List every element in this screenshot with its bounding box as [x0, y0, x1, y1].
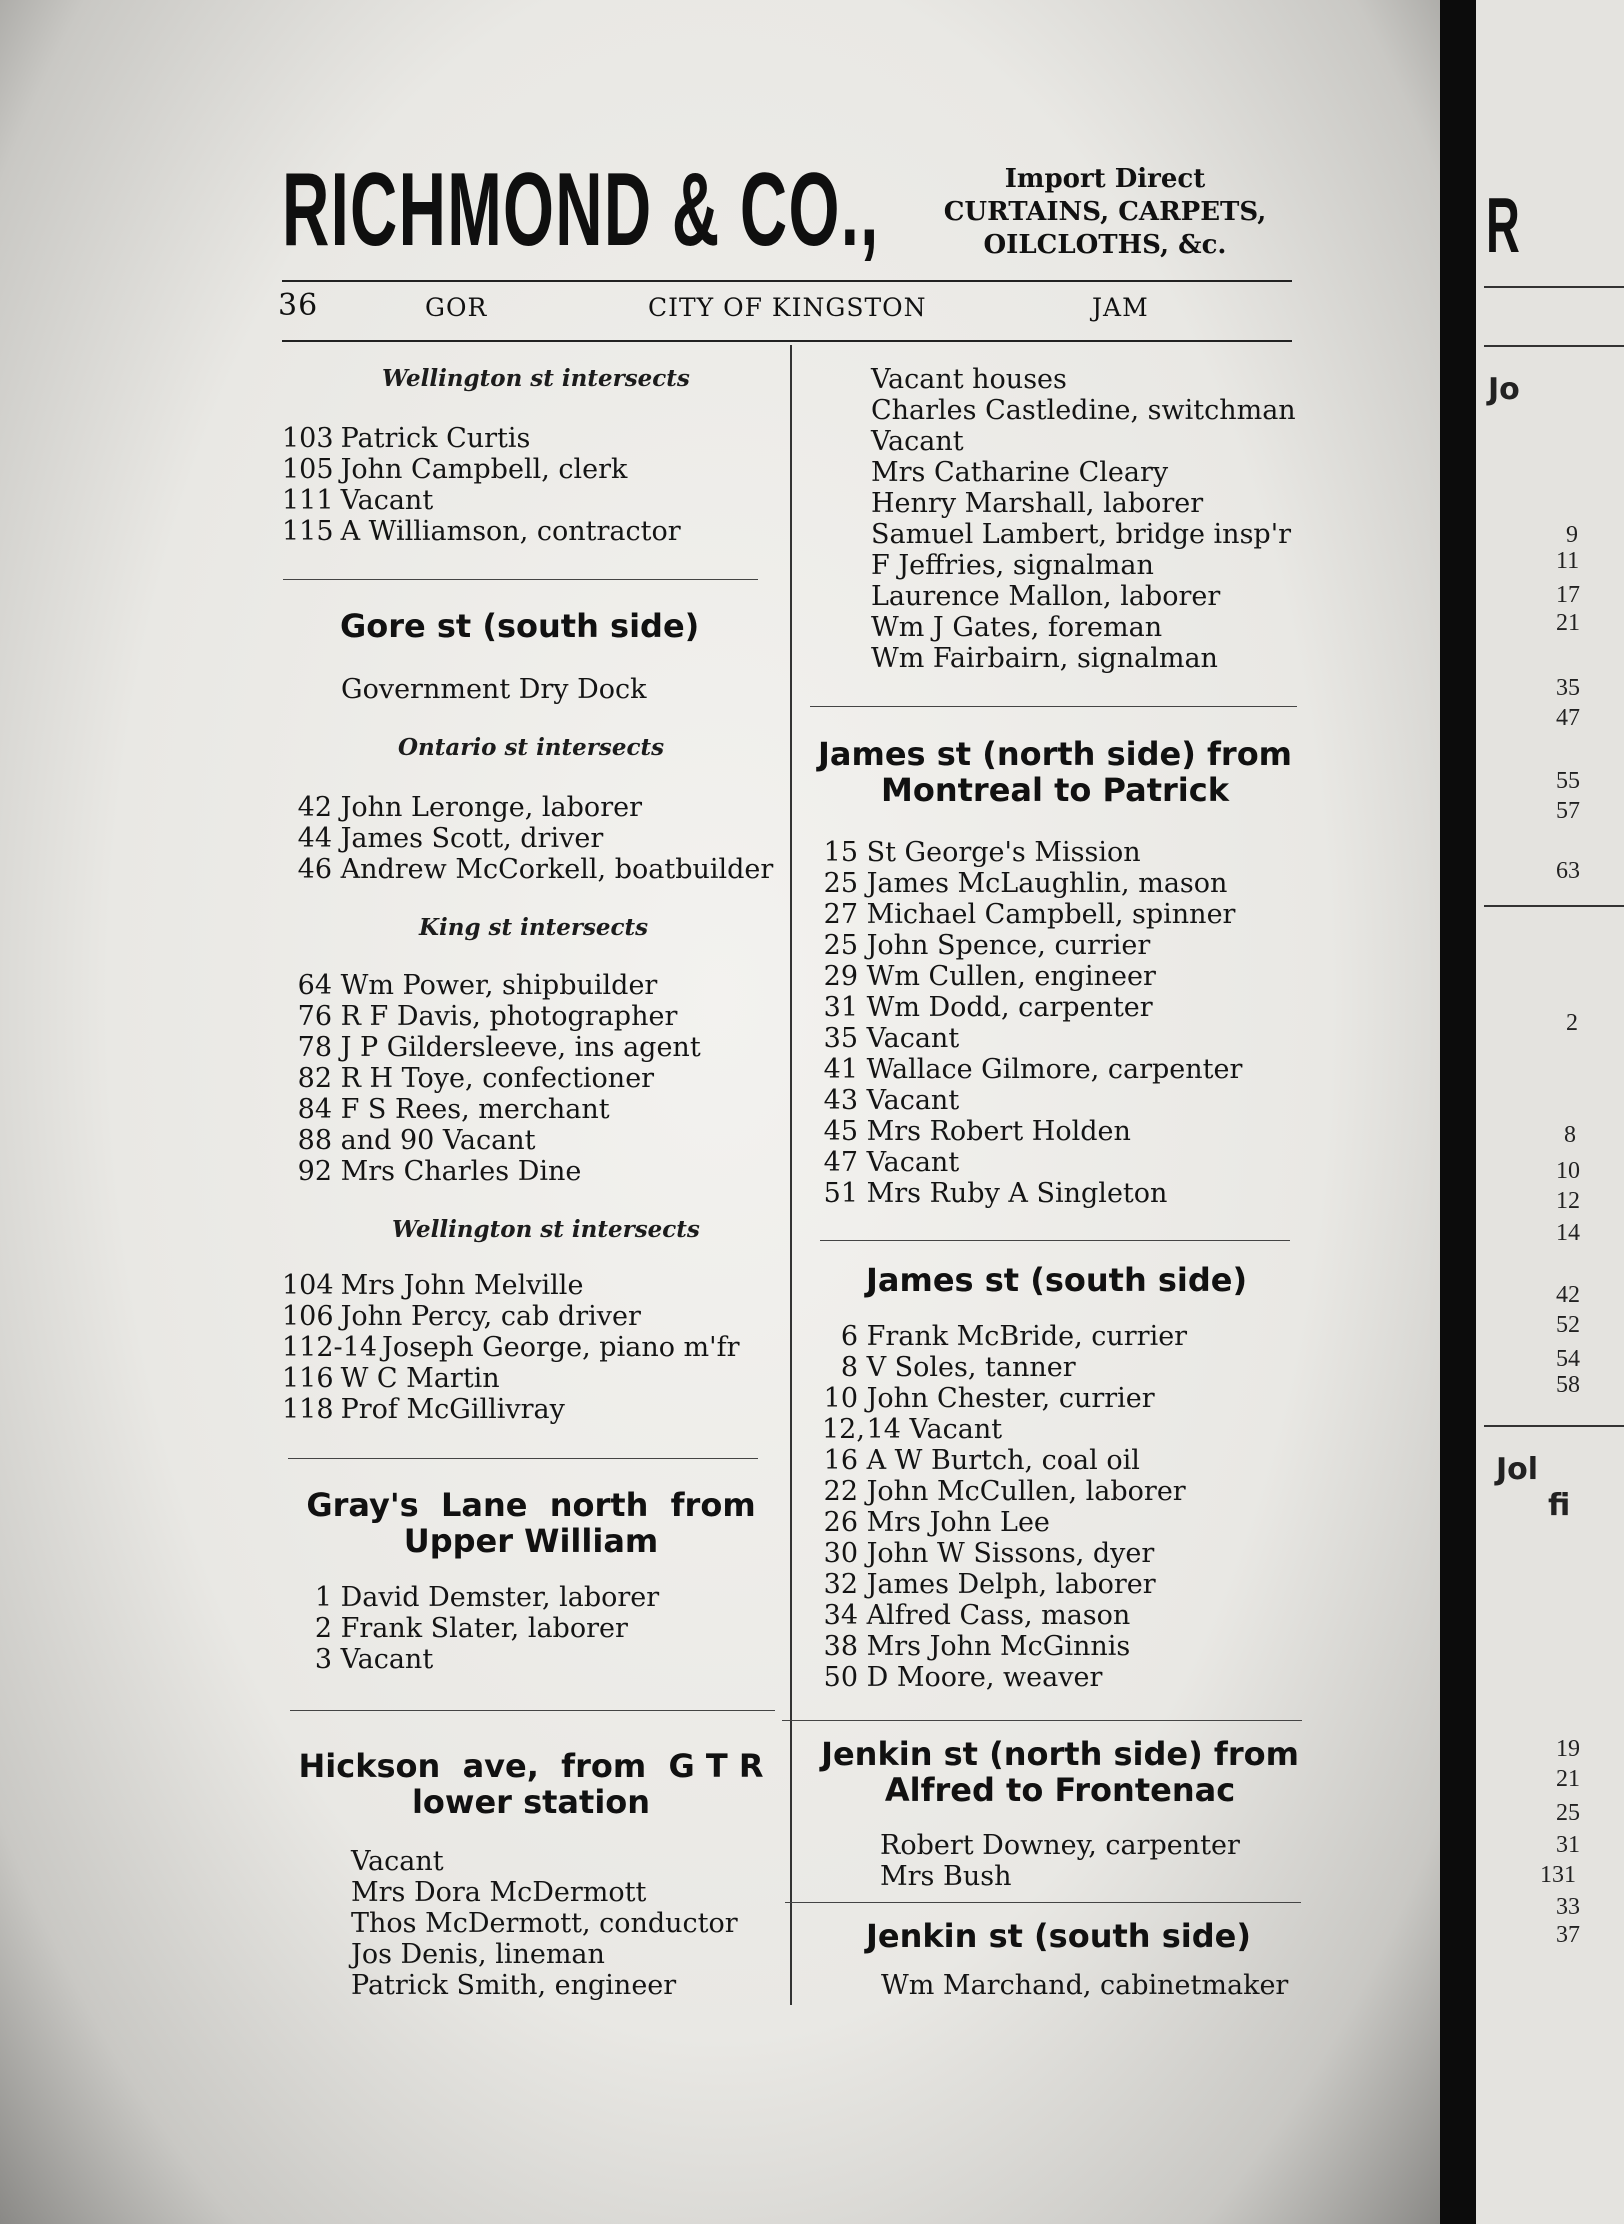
resident: Michael Campbell, spinner: [866, 899, 1236, 930]
adjacent-number: 58: [1556, 1372, 1580, 1398]
running-head-right: JAM: [1092, 293, 1149, 322]
list-item: [312, 1582, 659, 1613]
list-item: Wm Marchand, cabinetmaker: [881, 1970, 1289, 2001]
list-item: [822, 1321, 1187, 1352]
resident: Wm Dodd, carpenter: [866, 992, 1153, 1023]
house-number: 6: [840, 1321, 858, 1352]
adjacent-page-letter: R: [1486, 181, 1520, 269]
street-heading: Gore st (south side): [340, 607, 700, 645]
page-number: 36: [278, 288, 319, 323]
house-number: 92: [297, 1156, 332, 1187]
adjacent-number: 9: [1566, 522, 1578, 548]
list-item: [822, 1476, 1186, 1507]
list-item: [822, 1600, 1130, 1631]
adjacent-number: 11: [1556, 548, 1580, 574]
list-item: [822, 837, 1141, 868]
house-number: 34: [823, 1600, 858, 1631]
list-item: [822, 1569, 1156, 1600]
adjacent-heading: Jo: [1488, 372, 1520, 407]
resident: Mrs Robert Holden: [866, 1116, 1131, 1147]
heading-line: Gray's Lane north from: [306, 1486, 756, 1524]
adjacent-number: 12: [1556, 1188, 1580, 1214]
street-heading: Jenkin st (south side): [866, 1917, 1251, 1955]
list-item: [822, 1445, 1140, 1476]
section-rule: [820, 1240, 1290, 1241]
list-item: Samuel Lambert, bridge insp'r: [871, 519, 1292, 550]
house-number: 76: [297, 1001, 332, 1032]
resident: Wm Power, shipbuilder: [340, 970, 658, 1001]
resident: A W Burtch, coal oil: [866, 1445, 1140, 1476]
running-head-rule: [282, 340, 1292, 342]
list-item: [822, 1538, 1154, 1569]
list-item: Mrs Bush: [880, 1861, 1012, 1892]
house-number: 27: [823, 899, 858, 930]
house-number: 41: [823, 1054, 858, 1085]
section-rule: [782, 1720, 1302, 1721]
house-number: 29: [823, 961, 858, 992]
list-item: [282, 1156, 581, 1187]
house-number: 64: [297, 970, 332, 1001]
house-number: 112-14: [282, 1332, 378, 1363]
list-item: [282, 970, 657, 1001]
house-number: 82: [297, 1063, 332, 1094]
street-heading: [286, 1487, 776, 1559]
house-number: 43: [823, 1085, 858, 1116]
intersect-label: King st intersects: [419, 914, 649, 941]
house-number: 32: [823, 1569, 858, 1600]
list-item: [282, 1001, 677, 1032]
house-number: 42: [297, 792, 332, 823]
list-item: [282, 1301, 641, 1332]
adjacent-number: 21: [1556, 610, 1580, 636]
resident: St George's Mission: [866, 837, 1141, 868]
list-item: [282, 823, 603, 854]
list-item: [822, 1507, 1050, 1538]
list-item: [282, 1394, 565, 1425]
adjacent-number: 63: [1556, 858, 1580, 884]
house-number: 111: [282, 485, 334, 516]
adjacent-heading: fi: [1548, 1488, 1571, 1523]
list-item: [822, 899, 1235, 930]
adjacent-number: 31: [1556, 1832, 1580, 1858]
resident: A Williamson, contractor: [340, 516, 681, 547]
house-number: 116: [282, 1363, 334, 1394]
intersect-label: Wellington st intersects: [392, 1216, 700, 1243]
list-item: Mrs Catharine Cleary: [871, 457, 1169, 488]
adjacent-heading: Jol: [1496, 1452, 1539, 1487]
house-number: 3: [314, 1644, 332, 1675]
adjacent-number: 52: [1556, 1312, 1580, 1338]
list-item: Thos McDermott, conductor: [351, 1908, 738, 1939]
book-gutter: [1440, 0, 1476, 2224]
house-number: 35: [823, 1023, 858, 1054]
list-item: [282, 516, 681, 547]
adjacent-number: 55: [1556, 768, 1580, 794]
list-item: [282, 485, 433, 516]
list-item: Charles Castledine, switchman: [871, 395, 1296, 426]
list-item: [282, 792, 642, 823]
street-heading: [800, 736, 1310, 808]
house-number: 44: [297, 823, 332, 854]
list-item: [282, 454, 627, 485]
house-number: 46: [297, 854, 332, 885]
list-item: [312, 1644, 433, 1675]
resident: John Campbell, clerk: [340, 454, 628, 485]
adjacent-number: 47: [1556, 705, 1580, 731]
list-item: [822, 1383, 1155, 1414]
house-number: 118: [282, 1394, 334, 1425]
column-divider: [790, 345, 792, 2005]
heading-line: Hickson ave, from G T R: [298, 1747, 764, 1785]
resident: Andrew McCorkell, boatbuilder: [340, 854, 774, 885]
house-number: 1: [314, 1582, 332, 1613]
house-number: 8: [840, 1352, 858, 1383]
adjacent-number: 8: [1564, 1122, 1576, 1148]
list-item: [822, 868, 1227, 899]
house-number: 25: [823, 930, 858, 961]
list-item: [822, 1085, 959, 1116]
house-number: 50: [823, 1662, 858, 1693]
resident: Mrs John Lee: [866, 1507, 1050, 1538]
house-number: 106: [282, 1301, 334, 1332]
resident: 14 Vacant: [866, 1414, 1003, 1445]
house-number: 16: [823, 1445, 858, 1476]
adjacent-rule: [1484, 1425, 1624, 1427]
list-item: [282, 1063, 654, 1094]
resident: F S Rees, merchant: [340, 1094, 610, 1125]
heading-line: Jenkin st (north side) from: [821, 1735, 1299, 1773]
list-item: [312, 1613, 628, 1644]
adjacent-number: 14: [1556, 1220, 1580, 1246]
adjacent-rule: [1484, 345, 1624, 347]
resident: V Soles, tanner: [866, 1352, 1076, 1383]
resident: John Percy, cab driver: [340, 1301, 641, 1332]
resident: John Chester, currier: [866, 1383, 1155, 1414]
resident: Mrs John Melville: [340, 1270, 584, 1301]
adjacent-number: 33: [1556, 1894, 1580, 1920]
adjacent-rule: [1484, 286, 1624, 288]
resident: and 90 Vacant: [340, 1125, 536, 1156]
list-item: F Jeffries, signalman: [871, 550, 1154, 581]
list-item: [282, 854, 773, 885]
house-number: 15: [823, 837, 858, 868]
tagline-line: OILCLOTHS, &c.: [983, 230, 1227, 260]
list-item: [822, 930, 1150, 961]
street-heading: [800, 1736, 1320, 1808]
advertiser-tagline: [895, 163, 1315, 262]
adjacent-number: 2: [1566, 1010, 1578, 1036]
adjacent-number: 42: [1556, 1282, 1580, 1308]
resident: James McLaughlin, mason: [866, 868, 1228, 899]
list-item: [822, 1178, 1167, 1209]
resident: Vacant: [866, 1023, 960, 1054]
resident: D Moore, weaver: [866, 1662, 1103, 1693]
list-item: Mrs Dora McDermott: [351, 1877, 647, 1908]
house-number: 10: [823, 1383, 858, 1414]
section-rule: [785, 1902, 1301, 1903]
list-item: Vacant: [351, 1846, 444, 1877]
list-item: [282, 1332, 739, 1363]
section-rule: [288, 1458, 758, 1459]
resident: Vacant: [340, 1644, 434, 1675]
running-head-center: CITY OF KINGSTON: [648, 293, 927, 322]
resident: Prof McGillivray: [340, 1394, 565, 1425]
house-number: 115: [282, 516, 334, 547]
list-item: [282, 423, 530, 454]
house-number: 104: [282, 1270, 334, 1301]
list-item: Wm J Gates, foreman: [871, 612, 1163, 643]
resident: John W Sissons, dyer: [866, 1538, 1155, 1569]
resident: Mrs Ruby A Singleton: [866, 1178, 1168, 1209]
list-item: Laurence Mallon, laborer: [871, 581, 1221, 612]
list-item: [822, 961, 1156, 992]
heading-line: Alfred to Frontenac: [884, 1771, 1236, 1809]
house-number: 47: [823, 1147, 858, 1178]
adjacent-number: 35: [1556, 675, 1580, 701]
house-number: 51: [823, 1178, 858, 1209]
list-item: [282, 1363, 500, 1394]
adjacent-number: 17: [1556, 582, 1580, 608]
list-item: [822, 1116, 1131, 1147]
house-number: 38: [823, 1631, 858, 1662]
adjacent-number: 131: [1540, 1862, 1576, 1888]
list-item: [822, 992, 1153, 1023]
resident: John Leronge, laborer: [340, 792, 642, 823]
resident: Alfred Cass, mason: [866, 1600, 1131, 1631]
heading-line: lower station: [411, 1783, 651, 1821]
resident: R H Toye, confectioner: [340, 1063, 655, 1094]
adjacent-number: 57: [1556, 798, 1580, 824]
resident: James Scott, driver: [340, 823, 604, 854]
resident: Wm Cullen, engineer: [866, 961, 1156, 992]
house-number: 12,: [822, 1414, 865, 1445]
section-rule: [290, 1710, 775, 1711]
resident: Frank Slater, laborer: [340, 1613, 628, 1644]
resident: J P Gildersleeve, ins agent: [340, 1032, 701, 1063]
advertiser-name: RICHMOND & CO.,: [282, 152, 880, 268]
adjacent-number: 10: [1556, 1158, 1580, 1184]
heading-line: Upper William: [403, 1522, 659, 1560]
house-number: 78: [297, 1032, 332, 1063]
resident: Mrs John McGinnis: [866, 1631, 1131, 1662]
list-item: [822, 1147, 959, 1178]
list-item: Henry Marshall, laborer: [871, 488, 1204, 519]
resident: Vacant: [866, 1147, 960, 1178]
intersect-label: Wellington st intersects: [382, 365, 690, 392]
resident: John Spence, currier: [866, 930, 1151, 961]
resident: Joseph George, piano m'fr: [382, 1332, 740, 1363]
section-rule: [810, 706, 1297, 707]
house-number: 26: [823, 1507, 858, 1538]
list-item: Robert Downey, carpenter: [880, 1830, 1240, 1861]
resident: Wallace Gilmore, carpenter: [866, 1054, 1243, 1085]
list-item: [822, 1631, 1130, 1662]
house-number: 103: [282, 423, 334, 454]
resident: James Delph, laborer: [866, 1569, 1156, 1600]
resident: John McCullen, laborer: [866, 1476, 1186, 1507]
list-item: [282, 1270, 583, 1301]
list-item: Jos Denis, lineman: [351, 1939, 605, 1970]
adjacent-number: 21: [1556, 1766, 1580, 1792]
header-rule: [282, 280, 1292, 282]
house-number: 45: [823, 1116, 858, 1147]
street-heading: [286, 1748, 776, 1820]
intersect-label: Ontario st intersects: [398, 734, 665, 761]
adjacent-page-fragment: [1476, 0, 1624, 2224]
tagline-line: Import Direct: [1004, 164, 1206, 194]
resident: Vacant: [340, 485, 434, 516]
adjacent-number: 37: [1556, 1922, 1580, 1948]
resident: Mrs Charles Dine: [340, 1156, 582, 1187]
street-heading: James st (south side): [866, 1261, 1248, 1299]
list-item: [822, 1414, 1002, 1445]
running-head-left: GOR: [425, 293, 488, 322]
list-item: Vacant houses: [871, 364, 1067, 395]
adjacent-number: 19: [1556, 1736, 1580, 1762]
house-number: 84: [297, 1094, 332, 1125]
house-number: 105: [282, 454, 334, 485]
resident: Patrick Curtis: [340, 423, 531, 454]
heading-line: James st (north side) from: [817, 735, 1293, 773]
list-item: Vacant: [871, 426, 964, 457]
list-item: [282, 1125, 535, 1156]
list-item: Patrick Smith, engineer: [351, 1970, 677, 2001]
house-number: 2: [314, 1613, 332, 1644]
adjacent-rule: [1484, 905, 1624, 907]
list-item: [282, 1094, 610, 1125]
heading-line: Montreal to Patrick: [881, 771, 1229, 809]
list-item: Wm Fairbairn, signalman: [871, 643, 1218, 674]
list-item: [822, 1023, 959, 1054]
list-item: [282, 1032, 701, 1063]
house-number: 88: [297, 1125, 332, 1156]
house-number: 25: [823, 868, 858, 899]
resident: David Demster, laborer: [340, 1582, 660, 1613]
list-item: [822, 1054, 1242, 1085]
house-number: 22: [823, 1476, 858, 1507]
street-note: Government Dry Dock: [341, 674, 647, 705]
resident: W C Martin: [340, 1363, 500, 1394]
adjacent-number: 54: [1556, 1346, 1580, 1372]
resident: Frank McBride, currier: [866, 1321, 1188, 1352]
adjacent-number: 25: [1556, 1800, 1580, 1826]
section-rule: [283, 579, 758, 580]
list-item: [822, 1662, 1102, 1693]
list-item: [822, 1352, 1076, 1383]
tagline-line: CURTAINS, CARPETS,: [943, 197, 1267, 227]
resident: R F Davis, photographer: [340, 1001, 678, 1032]
house-number: 31: [823, 992, 858, 1023]
resident: Vacant: [866, 1085, 960, 1116]
house-number: 30: [823, 1538, 858, 1569]
